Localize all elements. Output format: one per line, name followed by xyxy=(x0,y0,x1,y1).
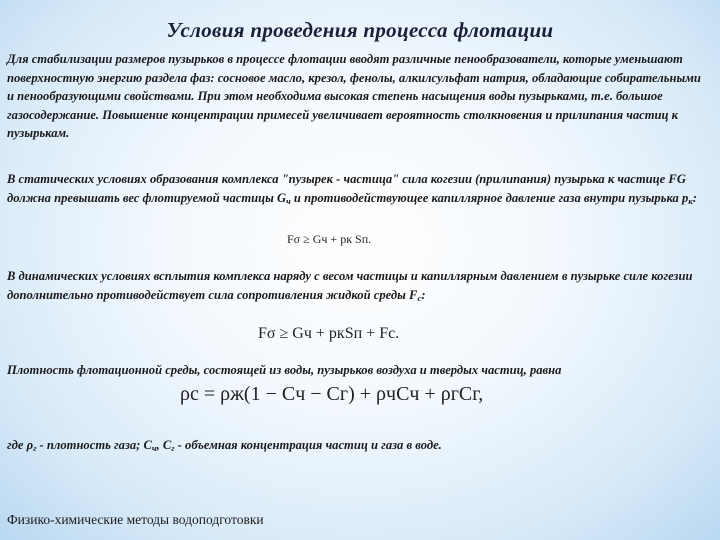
paragraph-foam-agents: Для стабилизации размеров пузырьков в процессе флотации вводят различные пенообразователи, которые уменьшают поверхностную энергию раздела фаз: сосновое масло, крезол, фенолы, алкилсульфат натрия, обладающие собирательными и пенообразующими свойствами. При этом необходима высокая степень насыщения воды пузырьками, т.е. большое газосодержание. Повышение концентрации примесей увеличивает вероятность столкновения и прилипания частиц к пузырькам. xyxy=(7,52,701,140)
para5-text-b: - плотность газа; С xyxy=(36,438,152,452)
para3-text: В динамических условиях всплытия комплекса наряду с весом частицы и капиллярным давлением в пузырьке силе когезии дополнительно противодействует сила сопротивления жидкой среды F xyxy=(7,269,693,302)
formula-dynamic: Fσ ≥ Gч + pкSп + Fc. xyxy=(258,325,400,342)
formula-density: ρc = ρж(1 − Cч − Cг) + ρчCч + ρгCг, xyxy=(180,383,484,405)
paragraph-density: Плотность флотационной среды, состоящей из воды, пузырьков воздуха и твердых частиц, равна xyxy=(7,363,562,377)
paragraph-dynamic-conditions xyxy=(7,267,711,307)
footer-course-title: Физико-химические методы водоподготовки xyxy=(7,512,264,527)
para2-text: В статических условиях образования комплекса "пузырек - частица" сила когезии (прилипания) пузырька к частице FG должна превышать вес флотируемой частицы G xyxy=(7,172,686,205)
paragraph-static-conditions xyxy=(7,170,711,210)
slide-title: Условия проведения процесса флотации xyxy=(166,18,554,42)
para5-text-d: - объемная концентрация частиц и газа в воде. xyxy=(174,438,442,452)
para5-sub-g: г xyxy=(33,443,37,453)
para3-text-end: : xyxy=(421,287,426,302)
paragraph-where xyxy=(7,436,711,458)
para2-sub-k: к xyxy=(688,195,693,206)
para2-sub-ch: ч xyxy=(286,195,291,206)
para5-text-c: , С xyxy=(156,438,172,452)
formula-static: Fσ ≥ Gч + pк Sп. xyxy=(287,232,372,246)
para5-sub-ch: ч xyxy=(151,443,157,453)
para5-text-a: где ρ xyxy=(7,438,34,452)
para2-text-end: : xyxy=(692,190,697,205)
para5-sub-g2: г xyxy=(171,443,175,453)
para3-sub-c: c xyxy=(417,292,422,303)
para2-text-mid: и противодействующее капиллярное давление газа внутри пузырька p xyxy=(290,190,689,205)
